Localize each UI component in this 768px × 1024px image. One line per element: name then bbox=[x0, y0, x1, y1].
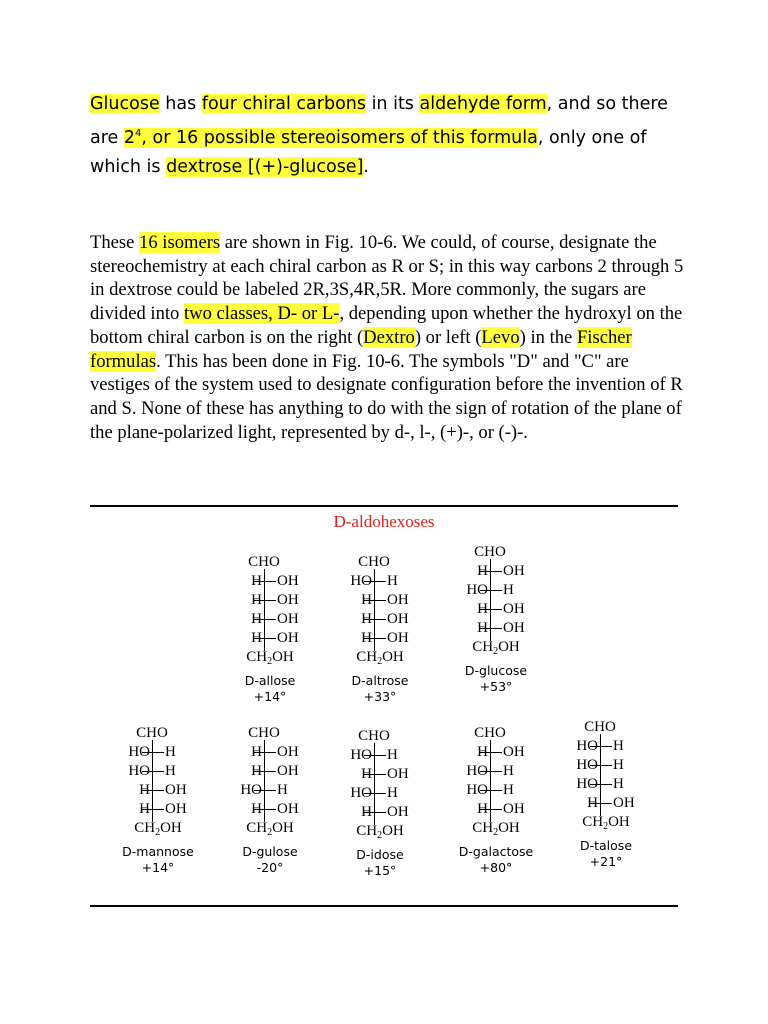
right-substituent: OH bbox=[277, 763, 299, 779]
chiral-center-row bbox=[546, 775, 666, 794]
figure-title: D-aldohexoses bbox=[333, 512, 435, 531]
right-substituent: OH bbox=[387, 630, 409, 646]
fischer-structure bbox=[436, 543, 556, 695]
chiral-center-row bbox=[98, 781, 218, 800]
bond-line bbox=[142, 752, 164, 753]
right-substituent: OH bbox=[503, 801, 525, 817]
chiral-center-row bbox=[210, 572, 330, 591]
formula-part: OH bbox=[382, 823, 404, 839]
right-substituent: OH bbox=[387, 804, 409, 820]
left-substituent: HO bbox=[128, 763, 150, 779]
fischer-structure bbox=[546, 718, 666, 870]
sugar-name: D-mannose bbox=[122, 844, 194, 859]
chiral-centers bbox=[436, 743, 556, 819]
sugar-name: D-idose bbox=[356, 847, 404, 862]
specific-rotation: +14° bbox=[253, 689, 287, 704]
fischer-structure bbox=[436, 724, 556, 876]
bond-line bbox=[364, 619, 386, 620]
specific-rotation: +15° bbox=[363, 863, 397, 878]
fischer-structure bbox=[320, 553, 440, 705]
specific-rotation: +53° bbox=[479, 679, 513, 694]
highlight-dextrose: dextrose [(+)-glucose] bbox=[166, 156, 364, 177]
bond-line bbox=[480, 752, 502, 753]
bond-line bbox=[254, 790, 276, 791]
formula-part: CH bbox=[472, 820, 494, 836]
formula-part: OH bbox=[498, 639, 520, 655]
chiral-center-row bbox=[436, 762, 556, 781]
sugar-name: D-glucose bbox=[464, 663, 528, 678]
chiral-center-row bbox=[320, 803, 440, 822]
chiral-centers bbox=[98, 743, 218, 819]
right-substituent: OH bbox=[387, 611, 409, 627]
formula-subscript: 2 bbox=[493, 646, 499, 657]
formula-part: OH bbox=[272, 820, 294, 836]
superscript: 4 bbox=[135, 128, 142, 139]
bond-line bbox=[254, 619, 276, 620]
chiral-center-row bbox=[210, 591, 330, 610]
chiral-center-row bbox=[320, 591, 440, 610]
text-segment: , only one of which is bbox=[90, 127, 647, 177]
right-substituent: OH bbox=[277, 592, 299, 608]
right-substituent: H bbox=[503, 763, 514, 779]
chiral-center-row bbox=[320, 765, 440, 784]
chiral-centers bbox=[546, 737, 666, 813]
left-substituent: H bbox=[477, 744, 488, 760]
sugar-name: D-altrose bbox=[351, 673, 409, 688]
sugar-caption bbox=[436, 844, 556, 876]
left-substituent: HO bbox=[466, 582, 488, 598]
left-substituent: HO bbox=[128, 744, 150, 760]
left-substituent: H bbox=[361, 766, 372, 782]
fischer-structure bbox=[210, 553, 330, 705]
bond-line bbox=[254, 638, 276, 639]
bond-line bbox=[364, 774, 386, 775]
right-substituent: OH bbox=[277, 611, 299, 627]
bond-line bbox=[480, 771, 502, 772]
chiral-centers bbox=[320, 572, 440, 648]
body-paragraph bbox=[90, 231, 690, 444]
formula-part: CH bbox=[356, 649, 378, 665]
left-substituent: HO bbox=[240, 782, 262, 798]
left-substituent: H bbox=[139, 801, 150, 817]
left-substituent: H bbox=[361, 804, 372, 820]
chiral-center-row bbox=[210, 743, 330, 762]
chiral-center-row bbox=[210, 610, 330, 629]
sugar-caption bbox=[320, 673, 440, 705]
chiral-centers bbox=[320, 746, 440, 822]
hydroxymethyl-label bbox=[320, 822, 440, 841]
highlight-fischer-formulas: Fischer formulas bbox=[90, 326, 632, 372]
chiral-center-row bbox=[320, 746, 440, 765]
right-substituent: OH bbox=[277, 801, 299, 817]
left-substituent: H bbox=[361, 592, 372, 608]
specific-rotation: -20° bbox=[256, 860, 284, 875]
highlight-four-chiral: four chiral carbons bbox=[201, 94, 366, 114]
formula-part: OH bbox=[272, 649, 294, 665]
right-substituent: H bbox=[387, 747, 398, 763]
right-substituent: H bbox=[387, 785, 398, 801]
chiral-center-row bbox=[98, 800, 218, 819]
bond-line bbox=[480, 609, 502, 610]
sugar-caption bbox=[98, 844, 218, 876]
sugar-name: D-allose bbox=[244, 673, 296, 688]
right-substituent: H bbox=[387, 573, 398, 589]
bond-line bbox=[590, 803, 612, 804]
right-substituent: OH bbox=[277, 744, 299, 760]
right-substituent: H bbox=[503, 782, 514, 798]
chiral-center-row bbox=[210, 781, 330, 800]
carbonyl-label: CHO bbox=[136, 725, 168, 741]
chiral-center-row bbox=[320, 629, 440, 648]
chiral-center-row bbox=[546, 794, 666, 813]
bond-line bbox=[364, 755, 386, 756]
chiral-center-row bbox=[210, 629, 330, 648]
chiral-center-row bbox=[320, 610, 440, 629]
formula-part: CH bbox=[356, 823, 378, 839]
chiral-centers bbox=[210, 572, 330, 648]
bond-line bbox=[364, 793, 386, 794]
formula-subscript: 2 bbox=[603, 821, 609, 832]
chiral-centers bbox=[436, 562, 556, 638]
left-substituent: H bbox=[477, 620, 488, 636]
left-substituent: HO bbox=[576, 757, 598, 773]
left-substituent: H bbox=[361, 630, 372, 646]
bond-line bbox=[254, 600, 276, 601]
right-substituent: OH bbox=[503, 563, 525, 579]
sugar-caption bbox=[320, 847, 440, 879]
text-segment: , and so there are bbox=[90, 94, 668, 148]
left-substituent: H bbox=[139, 782, 150, 798]
text-segment: . This has been done in Fig. 10-6. The symbols "D" and "C" are vestiges of the system used to designate configuration before the invention of R and S. None of these has anything to do with the sign of rotation of the plane of the plane-polarized light, represented by d-, l-, (+)-, or (-)-. bbox=[90, 350, 683, 443]
sugar-name: D-gulose bbox=[242, 844, 298, 859]
fischer-structure bbox=[98, 724, 218, 876]
chiral-center-row bbox=[320, 784, 440, 803]
right-substituent: H bbox=[165, 763, 176, 779]
formula-part: CH bbox=[246, 820, 268, 836]
sugar-caption bbox=[436, 663, 556, 695]
right-substituent: OH bbox=[165, 782, 187, 798]
bond-line bbox=[480, 628, 502, 629]
text-segment: 2 bbox=[123, 127, 136, 148]
right-substituent: OH bbox=[277, 630, 299, 646]
bond-line bbox=[590, 746, 612, 747]
chiral-center-row bbox=[98, 762, 218, 781]
chiral-center-row bbox=[436, 600, 556, 619]
specific-rotation: +80° bbox=[479, 860, 513, 875]
right-substituent: OH bbox=[613, 795, 635, 811]
text-segment: , depending upon whether the hydroxyl on the bottom chiral carbon is on the right ( bbox=[90, 303, 683, 348]
formula-part: OH bbox=[608, 814, 630, 830]
right-substituent: H bbox=[613, 738, 624, 754]
carbonyl-label: CHO bbox=[248, 725, 280, 741]
highlight-levo: Levo bbox=[481, 326, 520, 348]
chiral-center-row bbox=[98, 743, 218, 762]
bond-line bbox=[254, 809, 276, 810]
highlight-stereoisomers bbox=[124, 128, 538, 148]
bond-line bbox=[364, 581, 386, 582]
specific-rotation: +33° bbox=[363, 689, 397, 704]
hydroxymethyl-label bbox=[210, 648, 330, 667]
chiral-center-row bbox=[210, 762, 330, 781]
right-substituent: H bbox=[503, 582, 514, 598]
bond-line bbox=[480, 809, 502, 810]
fischer-structure bbox=[210, 724, 330, 876]
text-segment: ) or left ( bbox=[414, 326, 482, 348]
chiral-center-row bbox=[436, 781, 556, 800]
bond-line bbox=[142, 809, 164, 810]
carbonyl-label: CHO bbox=[584, 719, 616, 735]
highlight-aldehyde-form: aldehyde form bbox=[419, 94, 547, 114]
bond-line bbox=[254, 771, 276, 772]
hydroxymethyl-label bbox=[436, 819, 556, 838]
bond-line bbox=[254, 581, 276, 582]
bond-line bbox=[590, 765, 612, 766]
formula-subscript: 2 bbox=[377, 656, 383, 667]
bond-line bbox=[480, 790, 502, 791]
left-substituent: H bbox=[251, 611, 262, 627]
right-substituent: OH bbox=[503, 744, 525, 760]
left-substituent: HO bbox=[350, 747, 372, 763]
bond-line bbox=[364, 600, 386, 601]
text-segment: has bbox=[159, 94, 202, 114]
left-substituent: H bbox=[251, 801, 262, 817]
highlight-dextro: Dextro bbox=[363, 326, 415, 348]
formula-part: OH bbox=[160, 820, 182, 836]
sugar-caption bbox=[546, 838, 666, 870]
chiral-center-row bbox=[436, 619, 556, 638]
right-substituent: OH bbox=[387, 592, 409, 608]
bond-line bbox=[142, 790, 164, 791]
right-substituent: H bbox=[613, 757, 624, 773]
hydroxymethyl-label bbox=[320, 648, 440, 667]
sugar-caption bbox=[210, 673, 330, 705]
formula-subscript: 2 bbox=[155, 827, 161, 838]
hydroxymethyl-label bbox=[210, 819, 330, 838]
highlight-glucose: Glucose bbox=[90, 94, 160, 114]
chiral-center-row bbox=[210, 800, 330, 819]
formula-subscript: 2 bbox=[493, 827, 499, 838]
specific-rotation: +21° bbox=[589, 854, 623, 869]
left-substituent: HO bbox=[576, 738, 598, 754]
chiral-center-row bbox=[436, 581, 556, 600]
left-substituent: H bbox=[477, 801, 488, 817]
fischer-structure bbox=[320, 727, 440, 879]
right-substituent: H bbox=[277, 782, 288, 798]
hydroxymethyl-label bbox=[546, 813, 666, 832]
carbonyl-label: CHO bbox=[358, 728, 390, 744]
chiral-center-row bbox=[436, 743, 556, 762]
chiral-center-row bbox=[546, 756, 666, 775]
sugar-caption bbox=[210, 844, 330, 876]
formula-subscript: 2 bbox=[377, 830, 383, 841]
bond-line bbox=[480, 571, 502, 572]
right-substituent: OH bbox=[277, 573, 299, 589]
chiral-center-row bbox=[436, 800, 556, 819]
chiral-centers bbox=[210, 743, 330, 819]
bond-line bbox=[364, 638, 386, 639]
left-substituent: H bbox=[361, 611, 372, 627]
carbonyl-label: CHO bbox=[474, 544, 506, 560]
highlight-two-classes: two classes, D- or L- bbox=[184, 303, 340, 325]
formula-subscript: 2 bbox=[267, 827, 273, 838]
right-substituent: OH bbox=[387, 766, 409, 782]
formula-part: CH bbox=[582, 814, 604, 830]
highlight-16-isomers: 16 isomers bbox=[139, 232, 221, 253]
bottom-divider bbox=[90, 905, 678, 907]
formula-part: CH bbox=[246, 649, 268, 665]
carbonyl-label: CHO bbox=[358, 554, 390, 570]
text-segment: in its bbox=[366, 94, 420, 114]
bond-line bbox=[480, 590, 502, 591]
carbonyl-label: CHO bbox=[474, 725, 506, 741]
formula-subscript: 2 bbox=[267, 656, 273, 667]
left-substituent: H bbox=[477, 601, 488, 617]
left-substituent: HO bbox=[466, 782, 488, 798]
right-substituent: OH bbox=[503, 620, 525, 636]
formula-part: CH bbox=[134, 820, 156, 836]
sugar-name: D-talose bbox=[579, 838, 633, 853]
bond-line bbox=[590, 784, 612, 785]
intro-paragraph bbox=[90, 90, 690, 182]
text-segment: are shown in Fig. 10-6. We could, of course, designate the stereochemistry at each chiral carbon as R or S; in this way carbons 2 through 5 in dextrose could be labeled 2R,3S,4R,5R. More commonly, the sugars are divided into bbox=[90, 232, 684, 325]
bond-line bbox=[254, 752, 276, 753]
chiral-center-row bbox=[320, 572, 440, 591]
left-substituent: H bbox=[251, 763, 262, 779]
left-substituent: HO bbox=[466, 763, 488, 779]
formula-part: OH bbox=[382, 649, 404, 665]
right-substituent: H bbox=[165, 744, 176, 760]
sugar-name: D-galactose bbox=[458, 844, 534, 859]
formula-part: OH bbox=[498, 820, 520, 836]
right-substituent: H bbox=[613, 776, 624, 792]
bond-line bbox=[142, 771, 164, 772]
text-segment: . bbox=[363, 156, 369, 177]
left-substituent: HO bbox=[576, 776, 598, 792]
right-substituent: OH bbox=[165, 801, 187, 817]
text-segment: , or 16 possible stereoisomers of this formula bbox=[141, 127, 538, 148]
formula-part: CH bbox=[472, 639, 494, 655]
bond-line bbox=[364, 812, 386, 813]
chiral-center-row bbox=[436, 562, 556, 581]
left-substituent: HO bbox=[350, 573, 372, 589]
left-substituent: H bbox=[251, 744, 262, 760]
top-divider bbox=[90, 505, 678, 507]
left-substituent: H bbox=[587, 795, 598, 811]
left-substituent: H bbox=[477, 563, 488, 579]
chiral-center-row bbox=[546, 737, 666, 756]
carbonyl-label: CHO bbox=[248, 554, 280, 570]
text-segment: ) in the bbox=[519, 326, 577, 348]
left-substituent: H bbox=[251, 573, 262, 589]
text-segment: These bbox=[90, 232, 140, 253]
right-substituent: OH bbox=[503, 601, 525, 617]
specific-rotation: +14° bbox=[141, 860, 175, 875]
hydroxymethyl-label bbox=[98, 819, 218, 838]
left-substituent: H bbox=[251, 592, 262, 608]
left-substituent: HO bbox=[350, 785, 372, 801]
hydroxymethyl-label bbox=[436, 638, 556, 657]
left-substituent: H bbox=[251, 630, 262, 646]
